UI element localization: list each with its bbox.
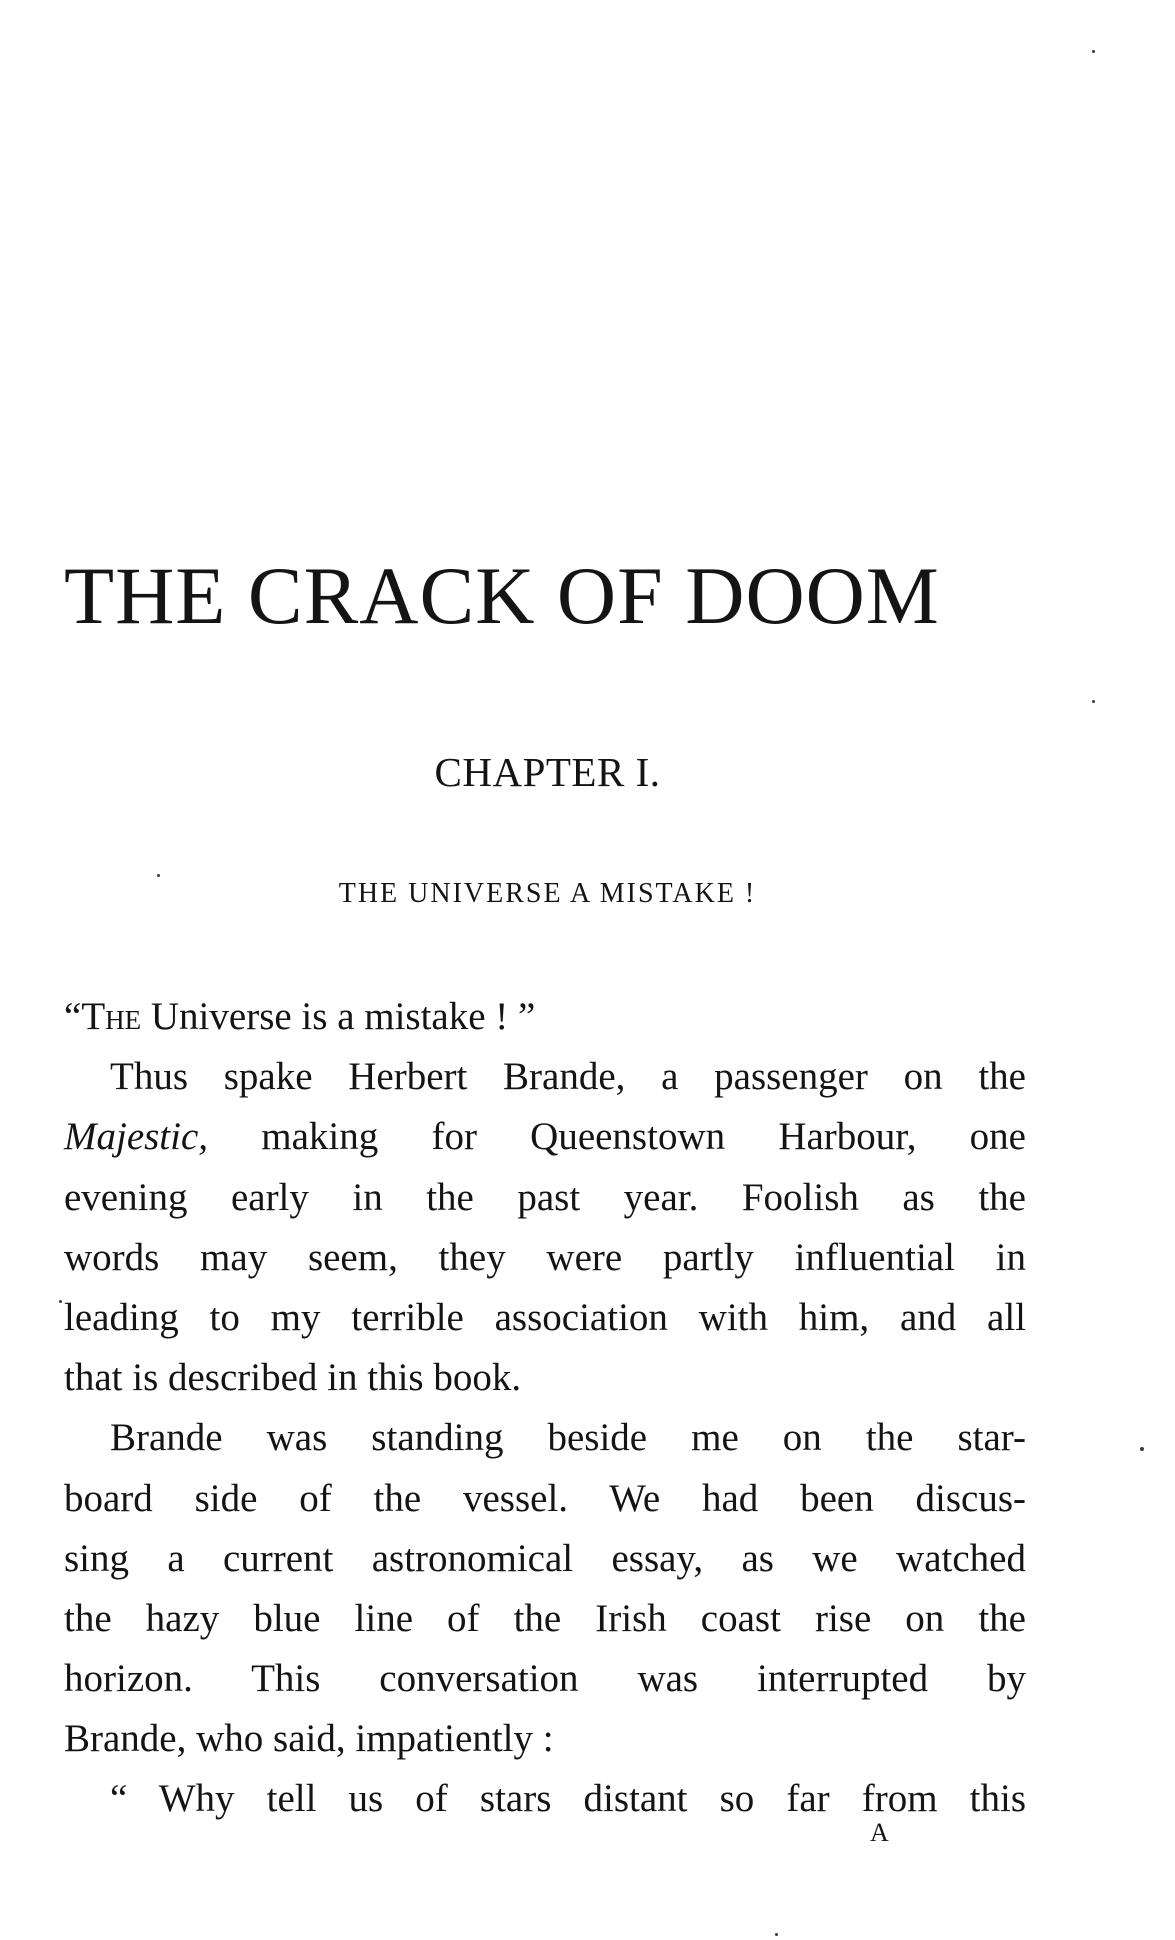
text-line: board side of the vessel. We had been discus-: [64, 1476, 1026, 1520]
scan-speck: [1140, 1447, 1144, 1451]
text-line: Brande, who said, impatiently :: [64, 1717, 554, 1761]
text-line: Thus spake Herbert Brande, a passenger on the: [110, 1055, 1026, 1099]
scan-speck: [1092, 700, 1095, 703]
text-line: that is described in this book.: [64, 1356, 522, 1400]
text-line: horizon. This conversation was interrupted by: [64, 1657, 1026, 1701]
signature-mark: A: [870, 1818, 889, 1847]
text-line: words may seem, they were partly influential in: [64, 1235, 1026, 1279]
text-line: Brande was standing beside me on the star-: [110, 1416, 1026, 1460]
text-line: the hazy blue line of the Irish coast rise on the: [64, 1596, 1026, 1640]
book-title: THE CRACK OF DOOM: [64, 550, 940, 641]
chapter-subtitle: THE UNIVERSE A MISTAKE !: [338, 878, 757, 909]
scan-speck: [1092, 50, 1095, 53]
scan-speck: [775, 1933, 778, 1936]
opening-word: The: [81, 995, 142, 1038]
scan-speck: [59, 1300, 62, 1303]
body-text: [64, 987, 1026, 1830]
text-line: sing a current astronomical essay, as we watched: [64, 1536, 1026, 1580]
ship-name: Majestic,: [64, 1115, 209, 1159]
text-line-rest: making for Queenstown Harbour, one: [208, 1115, 1026, 1159]
text-line: [64, 1107, 1026, 1167]
text-line: evening early in the past year. Foolish as the: [64, 1175, 1026, 1219]
text-line: “The Universe is a mistake ! ”: [64, 995, 536, 1038]
chapter-heading: CHAPTER I.: [434, 749, 661, 795]
scan-speck: [157, 874, 160, 877]
text-line-rest: Universe is a mistake ! ”: [141, 995, 536, 1038]
text-line: “ Why tell us of stars distant so far from this: [110, 1777, 1026, 1821]
text-line: leading to my terrible association with him, and all: [64, 1295, 1026, 1339]
